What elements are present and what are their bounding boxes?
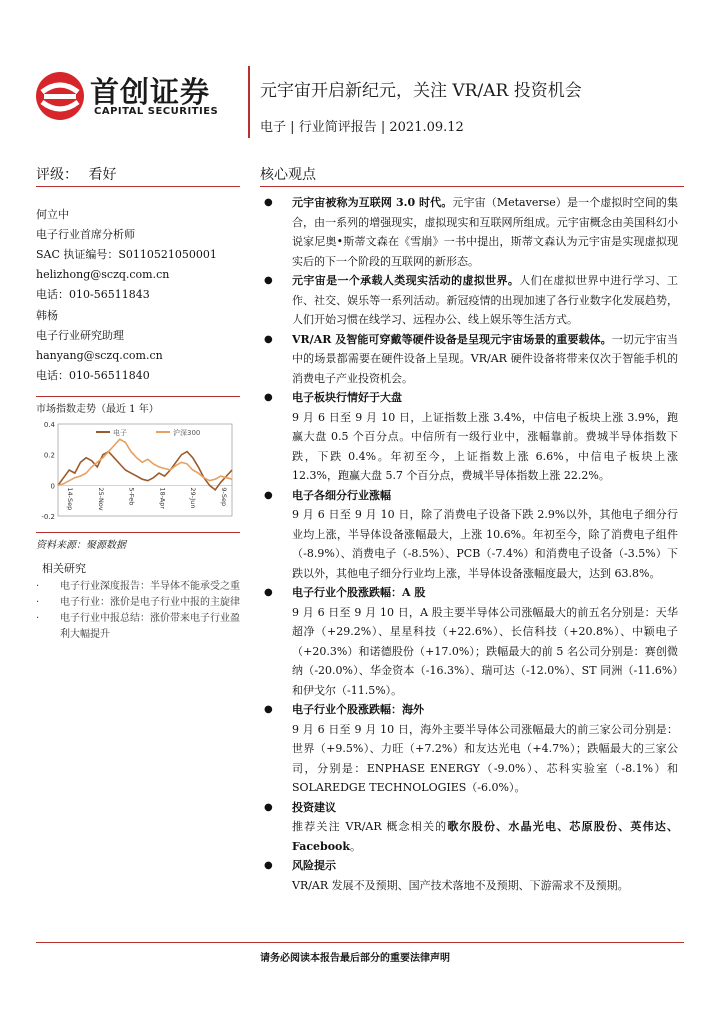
section-heading (262, 583, 678, 603)
related-item[interactable] (36, 595, 242, 611)
bullet-icon: ● (264, 587, 273, 598)
logo-chinese-name: 首创证券 (90, 75, 211, 109)
related-research (36, 560, 242, 643)
subtitle-separator: | (380, 120, 386, 135)
recommendation-text: 推荐关注 VR/AR 概念相关的 (292, 820, 448, 833)
bullet-icon: ● (264, 392, 273, 403)
section-heading-text: 投资建议 (292, 800, 336, 814)
related-title: 相关研究 (42, 562, 86, 575)
section-heading (262, 700, 678, 720)
subtitle-date: 2021.09.12 (389, 120, 464, 135)
section-body: 9 月 6 日至 9 月 10 日，A 股主要半导体公司涨幅最大的前五名分别是：天华超净（+29.2%）、星星科技（+22.6%）、长信科技（+20.8%）、中颖电子（+20.3%）和诺德股份（+17.0%）；跌幅最大的前 5 名公司分别是：赛创微纳（-20.0%）、华金资本（-16.3%）、瑞可达（-12.0%）、ST 同洲（-11.6%）和伊戈尔（-11.5%）。 (292, 605, 678, 697)
analyst-title: 电子行业首席分析师 (36, 228, 135, 241)
rating-underline (36, 186, 240, 187)
legend-label: 沪深300 (173, 429, 201, 437)
view-paragraph (262, 193, 678, 271)
view-text: 一切元宇宙当中的场景都需要在硬件设备上呈现。VR/AR 硬件设备将带来仅次于智能手机的消费电子产业投资机会。 (292, 332, 679, 385)
company-logo-icon (34, 70, 86, 122)
legend-label: 电子 (113, 429, 127, 437)
analyst-1 (36, 205, 217, 305)
subtitle-industry: 电子 (260, 120, 287, 135)
section-heading (262, 798, 678, 818)
bullet-icon: ● (264, 860, 273, 871)
x-tick-label: 25-Nov (96, 487, 105, 511)
section-heading-text: 电子板块行情好于大盘 (292, 391, 402, 404)
chart-title: 市场指数走势（最近 1 年） (36, 404, 159, 415)
legal-notice: 请务必阅读本报告最后部分的重要法律声明 (260, 953, 450, 964)
x-tick-label: 5-Feb (127, 487, 136, 506)
related-item-text[interactable]: 电子行业中报总结：涨价带来电子行业盈利大幅提升 (60, 613, 240, 640)
x-tick-label: 29-Jun (189, 487, 198, 509)
analyst-title: 电子行业研究助理 (36, 329, 124, 342)
related-item-text[interactable]: 电子行业深度报告：半导体不能承受之重 (60, 581, 240, 592)
related-item[interactable] (36, 611, 242, 643)
related-item[interactable] (36, 579, 242, 595)
y-tick-label: 0.2 (43, 451, 55, 460)
recommended-stocks: 歌尔股份、水晶光电、芯原股份、英伟达、Facebook (292, 820, 679, 853)
section-body (262, 817, 678, 856)
analyst-phone: 电话：010-56511840 (36, 369, 150, 382)
plot-frame (58, 424, 232, 516)
footer-rule (36, 942, 684, 943)
core-underline (260, 186, 684, 187)
market-index-chart (36, 416, 236, 528)
x-tick-label: 9-Sep (220, 487, 228, 507)
bullet-icon: · (36, 581, 40, 592)
x-tick-label: 14-Sep (66, 487, 74, 511)
subtitle-separator: | (290, 120, 295, 135)
section-heading-text: 电子各细分行业涨幅 (292, 488, 391, 502)
view-lead: 元宇宙被称为互联网 3.0 时代。 (292, 196, 453, 209)
related-item-text[interactable]: 电子行业：涨价是电子行业中报的主旋律 (60, 597, 240, 608)
view-lead: VR/AR 及智能可穿戴等硬件设备是呈现元宇宙场景的重要载体。 (292, 332, 612, 346)
section-heading-text: 风险提示 (292, 859, 336, 872)
rating-label: 评级： (36, 167, 78, 183)
section-heading-text: 电子行业个股涨跌幅：A 股 (292, 586, 426, 599)
y-tick-label: -0.2 (41, 513, 55, 521)
series-line (58, 452, 232, 490)
bullet-icon: · (36, 597, 40, 608)
analyst-name: 何立中 (36, 208, 69, 221)
bullet-icon: ● (264, 704, 273, 715)
logo-english-name: CAPITAL SECURITIES (94, 106, 219, 117)
subtitle-type: 行业简评报告 (298, 120, 377, 135)
section-heading-text: 电子行业个股涨跌幅：海外 (292, 703, 424, 716)
rating (36, 164, 116, 184)
analyst-email[interactable]: hanyang@sczq.com.cn (36, 349, 163, 362)
header-divider (248, 66, 250, 138)
section-body: 9 月 6 日至 9 月 10 日，上证指数上涨 3.4%，中信电子板块上涨 3.9%，跑赢大盘 0.5 个百分点。中信所有一级行业中，涨幅靠前。费城半导体指数下跌，下跌 0.4%。年初至今，上证指数上涨 6.6%，中信电子板块上涨 12.3%，跑赢大盘 5.7 个百分点，费城半导体指数上涨 22.2%。 (292, 410, 678, 482)
analyst-2 (36, 306, 163, 386)
view-text: 元宇宙（Metaverse）是一个虚拟时空间的集合，由一系列的增强现实，虚拟现实和互联网所组成。元宇宙概念由美国科幻小说家尼奥•斯蒂文森在《雪崩》一书中提出，斯蒂文森认为元宇宙是实现虚拟现实后的下一个阶段的互联网的新形态。 (292, 196, 679, 268)
series-line (58, 439, 232, 485)
analyst-email[interactable]: helizhong@sczq.com.cn (36, 268, 170, 281)
report-subtitle (260, 116, 464, 135)
view-lead: 元宇宙是一个承载人类现实活动的虚拟世界。 (292, 274, 520, 287)
view-text: 人们在虚拟世界中进行学习、工作、社交、娱乐等一系列活动。新冠疫情的出现加速了各行业数字化发展趋势，人们开始习惯在线学习、远程办公、线上娱乐等生活方式。 (292, 274, 679, 326)
section-heading (262, 388, 678, 408)
chart-bottom-rule (36, 532, 240, 533)
rating-value: 看好 (88, 167, 117, 183)
bullet-icon: ● (264, 801, 273, 813)
chart-top-rule (36, 396, 240, 397)
bullet-icon: ● (264, 489, 273, 501)
analyst-phone: 电话：010-56511843 (36, 288, 150, 301)
view-paragraph (262, 330, 678, 389)
section-heading (262, 486, 678, 506)
report-title: 元宇宙开启新纪元，关注 VR/AR 投资机会 (260, 81, 582, 101)
bullet-icon: · (36, 613, 40, 624)
section-body: 9 月 6 日至 9 月 10 日，除了消费电子设备下跌 2.9%以外，其他电子细分行业均上涨，半导体设备涨幅最大，上涨 10.6%。年初至今，除了消费电子组件（-8.9%）、消费电子（-8.5%）、PCB（-7.4%）和消费电子设备（-3.5%）下跌以外，其他电子细分行业均上涨，半导体设备涨幅度最大，达到 63.8%。 (292, 508, 678, 580)
x-tick-label: 18-Apr (158, 487, 167, 510)
chart-source: 资料来源：聚源数据 (36, 540, 126, 551)
y-tick-label: 0.4 (43, 421, 55, 429)
bullet-icon: ● (264, 333, 273, 345)
section-body: 9 月 6 日至 9 月 10 日，海外主要半导体公司涨幅最大的前三家公司分别是：世界（+9.5%）、力旺（+7.2%）和友达光电（+4.7%）；跌幅最大的三家公司，分别是：ENPHASE ENERGY（-9.0%）、芯科实验室（-8.1%）和 SOLAREDGE TECHNOLOGIES（-6.0%）。 (292, 722, 678, 794)
bullet-icon: ● (264, 275, 273, 286)
y-tick-label: 0 (50, 482, 55, 491)
section-body: VR/AR 发展不及预期、国产技术落地不及预期、下游需求不及预期。 (292, 878, 629, 892)
analyst-sac: SAC 执证编号：S0110521050001 (36, 248, 217, 261)
view-paragraph (262, 271, 678, 330)
section-heading (262, 856, 678, 876)
core-views-title: 核心观点 (260, 167, 316, 183)
core-views-body (262, 193, 678, 895)
recommendation-end: 。 (350, 839, 362, 853)
bullet-icon: ● (264, 197, 273, 208)
analyst-name: 韩杨 (36, 309, 58, 322)
